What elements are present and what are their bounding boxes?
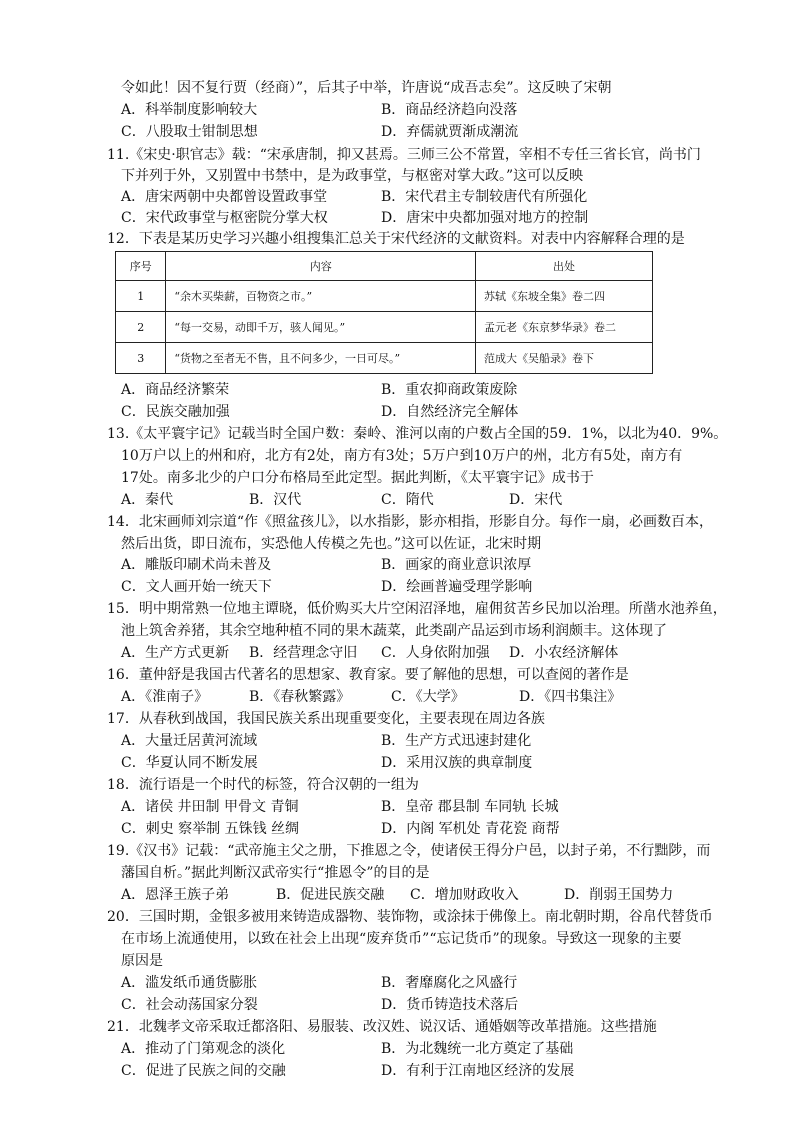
q21-stem: 21．北魏孝文帝采取迁都洛阳、易服装、改汉姓、说汉话、通婚姻等改革措施。这些措施 bbox=[107, 1019, 657, 1035]
q12-option-a: A．商品经济繁荣 bbox=[121, 382, 230, 398]
q19-option-d: D．削弱王国势力 bbox=[564, 887, 674, 903]
q20-stem-line3: 原因是 bbox=[121, 953, 163, 969]
q10-option-d: D．弃儒就贾渐成潮流 bbox=[381, 124, 519, 140]
q19-option-b: B．促进民族交融 bbox=[276, 887, 385, 903]
table-cell-no: 2 bbox=[116, 312, 166, 343]
q13-stem-line3: 17处。南多北少的户口分布格局至此定型。据此判断，《太平寰宇记》成书于 bbox=[121, 470, 594, 486]
q16-option-c: C．《大学》 bbox=[391, 689, 465, 705]
q14-option-b: B．画家的商业意识浓厚 bbox=[381, 557, 532, 573]
q13-option-d: D．宋代 bbox=[509, 492, 563, 508]
q14-stem-line2: 然后出货，即日流布，实恐他人传模之先也。”这可以佐证，北宋时期 bbox=[121, 536, 542, 552]
q21-option-d: D．有利于江南地区经济的发展 bbox=[381, 1063, 575, 1079]
q10-option-a: A．科举制度影响较大 bbox=[121, 102, 258, 118]
q20-option-a: A．滥发纸币通货膨胀 bbox=[121, 975, 258, 991]
q14-option-d: D．绘画普遍受理学影响 bbox=[381, 579, 533, 595]
q11-option-c: C．宋代政事堂与枢密院分掌大权 bbox=[121, 210, 328, 226]
q21-option-c: C．促进了民族之间的交融 bbox=[121, 1063, 286, 1079]
q11-option-d: D．唐宋中央都加强对地方的控制 bbox=[381, 210, 589, 226]
q20-option-b: B．奢靡腐化之风盛行 bbox=[381, 975, 518, 991]
q13-stem-line2: 10万户以上的州和府，北方有2处，南方有3处；5万户到10万户的州，北方有5处，南方有 bbox=[121, 448, 683, 464]
q13-option-c: C．隋代 bbox=[381, 492, 434, 508]
table-row bbox=[116, 312, 653, 343]
q18-option-b: B．皇帝 郡县制 车同轨 长城 bbox=[381, 799, 559, 815]
table-cell-content: “余木买柴薪，百物资之市。” bbox=[166, 281, 476, 312]
q18-stem: 18．流行语是一个时代的标签，符合汉朝的一组为 bbox=[107, 777, 419, 793]
q15-stem: 15．明中期常熟一位地主谭晓，低价购买大片空闲沼泽地，雇佣贫苦乡民加以治理。所凿水池养鱼， bbox=[107, 601, 727, 617]
q12-option-c: C．民族交融加强 bbox=[121, 404, 230, 420]
table-header-source: 出处 bbox=[476, 252, 653, 281]
q12-stem: 12．下表是某历史学习兴趣小组搜集汇总关于宋代经济的文献资料。对表中内容解释合理的是 bbox=[107, 231, 685, 247]
q17-option-a: A．大量迁居黄河流域 bbox=[121, 733, 258, 749]
q15-option-b: B．经营理念守旧 bbox=[249, 645, 358, 661]
q20-option-d: D．货币铸造技术落后 bbox=[381, 997, 519, 1013]
q21-option-a: A．推动了门第观念的淡化 bbox=[121, 1041, 286, 1057]
q16-option-a: A．《淮南子》 bbox=[121, 689, 209, 705]
table-header-row bbox=[116, 252, 653, 281]
q15-option-c: C．人身依附加强 bbox=[381, 645, 490, 661]
q14-stem: 14．北宋画师刘宗道“作《照盆孩儿》，以水指影，影亦相指，形影自分。每作一扇，必画数百本， bbox=[107, 514, 713, 530]
q12-source-table bbox=[115, 251, 653, 374]
table-header-no: 序号 bbox=[116, 252, 166, 281]
q10-option-c: C．八股取士钳制思想 bbox=[121, 124, 258, 140]
q15-option-a: A．生产方式更新 bbox=[121, 645, 230, 661]
q10-stem-continuation: 令如此！因不复行贾（经商）”，后其子中举，许唐说“成吾志矣”。这反映了宋朝 bbox=[121, 80, 612, 96]
q20-option-c: C．社会动荡国家分裂 bbox=[121, 997, 258, 1013]
table-cell-source: 孟元老《东京梦华录》卷二 bbox=[476, 312, 653, 343]
q11-option-b: B．宋代君主专制较唐代有所强化 bbox=[381, 189, 588, 205]
q16-option-b: B．《春秋繁露》 bbox=[249, 689, 351, 705]
q13-option-a: A．秦代 bbox=[121, 492, 174, 508]
q18-option-d: D．内阁 军机处 青花瓷 商帮 bbox=[381, 821, 560, 837]
q17-option-c: C．华夏认同不断发展 bbox=[121, 755, 258, 771]
table-row bbox=[116, 343, 653, 374]
q19-stem: 19.《汉书》记载：“武帝施主父之册，下推恩之令，使诸侯王得分户邑，以封子弟，不行黜陟，而 bbox=[107, 843, 711, 859]
q15-option-d: D．小农经济解体 bbox=[509, 645, 619, 661]
q11-stem: 11.《宋史·职官志》载：“宋承唐制，抑又甚焉。三师三公不常置，宰相不专任三省长官，尚书门 bbox=[107, 147, 701, 163]
q20-stem: 20．三国时期，金银多被用来铸造成器物、装饰物，或涂抹于佛像上。南北朝时期，谷帛代替货币 bbox=[107, 909, 713, 925]
q16-option-d: D．《四书集注》 bbox=[519, 689, 622, 705]
table-cell-source: 苏轼《东坡全集》卷二四 bbox=[476, 281, 653, 312]
q15-stem-line2: 池上筑舍养猪，其余空地种植不同的果木蔬菜，此类副产品运到市场利润颇丰。这体现了 bbox=[121, 623, 667, 639]
table-cell-no: 1 bbox=[116, 281, 166, 312]
table-header-content: 内容 bbox=[166, 252, 476, 281]
table-cell-content: “每一交易，动即千万，骇人闻见。” bbox=[166, 312, 476, 343]
table-cell-source: 范成大《吴船录》卷下 bbox=[476, 343, 653, 374]
q17-option-d: D．采用汉族的典章制度 bbox=[381, 755, 533, 771]
q16-stem: 16．董仲舒是我国古代著名的思想家、教育家。要了解他的思想，可以查阅的著作是 bbox=[107, 667, 629, 683]
q20-stem-line2: 在市场上流通使用，以致在社会上出现“废弃货币”“忘记货币”的现象。导致这一现象的主要 bbox=[121, 931, 682, 947]
table-cell-no: 3 bbox=[116, 343, 166, 374]
q14-option-c: C．文人画开始一统天下 bbox=[121, 579, 272, 595]
table-row bbox=[116, 281, 653, 312]
q11-stem-line2: 下并列于外，又别置中书禁中，是为政事堂，与枢密对掌大政。”这可以反映 bbox=[121, 168, 584, 184]
q10-option-b: B．商品经济趋向没落 bbox=[381, 102, 518, 118]
q12-option-d: D．自然经济完全解体 bbox=[381, 404, 519, 420]
q17-option-b: B．生产方式迅速封建化 bbox=[381, 733, 532, 749]
table-cell-content: “货物之至者无不售，且不问多少，一日可尽。” bbox=[166, 343, 476, 374]
q13-stem: 13.《太平寰宇记》记载当时全国户数：秦岭、淮河以南的户数占全国的59．1%，以北为40．9%。 bbox=[107, 426, 728, 442]
q11-option-a: A．唐宋两朝中央都曾设置政事堂 bbox=[121, 189, 328, 205]
q14-option-a: A．雕版印刷术尚未普及 bbox=[121, 557, 272, 573]
q19-option-c: C．增加财政收入 bbox=[410, 887, 519, 903]
q21-option-b: B．为北魏统一北方奠定了基础 bbox=[381, 1041, 574, 1057]
q12-option-b: B．重农抑商政策废除 bbox=[381, 382, 518, 398]
q18-option-c: C．刺史 察举制 五铢钱 丝绸 bbox=[121, 821, 300, 837]
q18-option-a: A．诸侯 井田制 甲骨文 青铜 bbox=[121, 799, 299, 815]
q19-stem-line2: 藩国自析。”据此判断汉武帝实行“推恩令”的目的是 bbox=[121, 865, 430, 881]
q19-option-a: A．恩泽王族子弟 bbox=[121, 887, 230, 903]
q17-stem: 17．从春秋到战国，我国民族关系出现重要变化，主要表现在周边各族 bbox=[107, 711, 545, 727]
q13-option-b: B．汉代 bbox=[249, 492, 302, 508]
